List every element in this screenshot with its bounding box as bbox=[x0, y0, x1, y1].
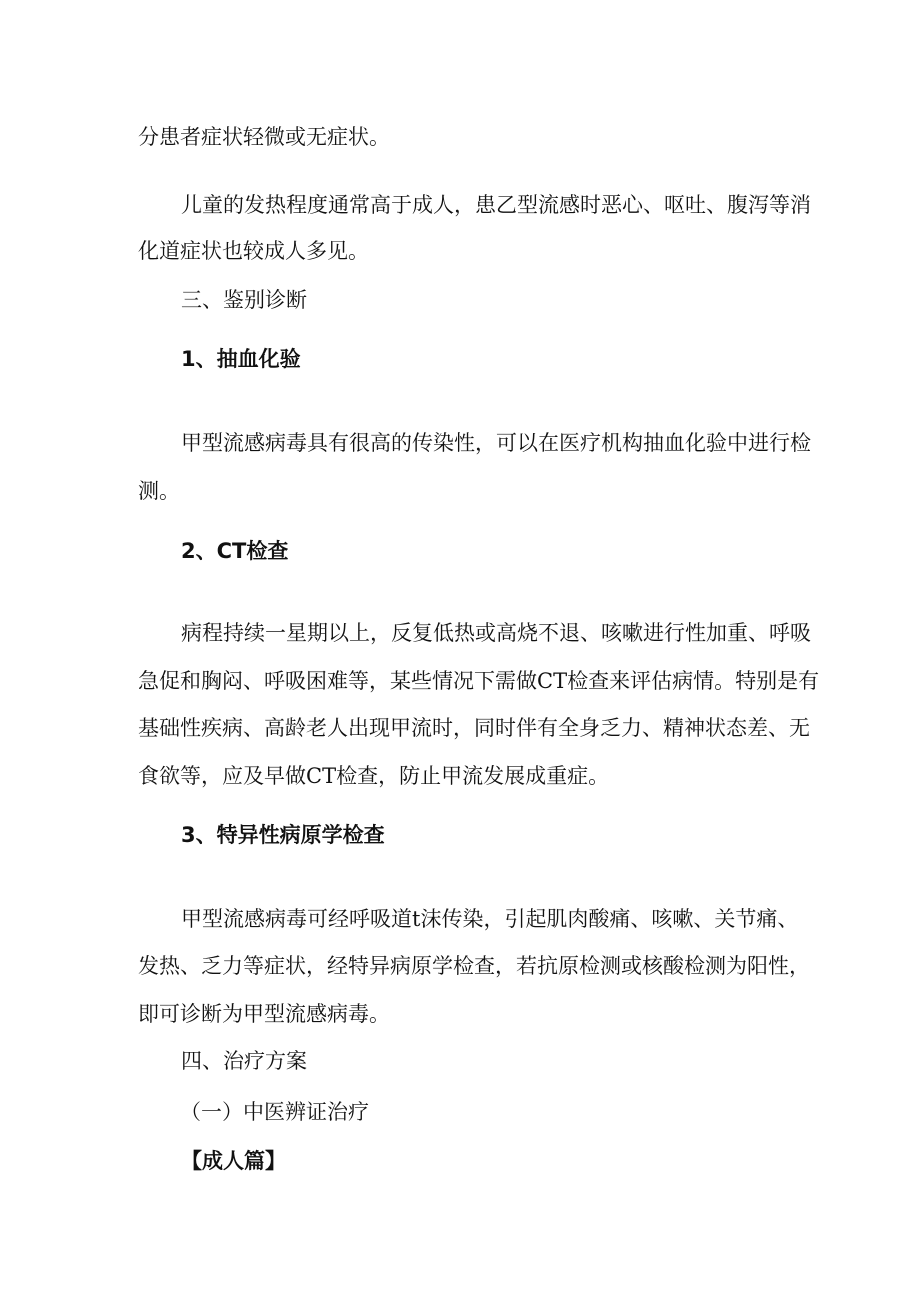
paragraph-line: 发热、乏力等症状，经特异病原学检查，若抗原检测或核酸检测为阳性， bbox=[138, 954, 810, 978]
paragraph-line: 急促和胸闷、呼吸困难等，某些情况下需做CT检查来评估病情。特别是有 bbox=[138, 669, 820, 693]
section-heading-identification: 三、鉴别诊断 bbox=[181, 288, 307, 312]
paragraph-line: 儿童的发热程度通常高于成人，患乙型流感时恶心、呕吐、腹泻等消 bbox=[181, 193, 811, 217]
paragraph-line: 食欲等，应及早做CT检查，防止甲流发展成重症。 bbox=[138, 764, 610, 788]
section-heading-treatment: 四、治疗方案 bbox=[181, 1049, 307, 1073]
subheading-pathogen-test: 3、特异性病原学检查 bbox=[181, 823, 385, 847]
paragraph-line: 化道症状也较成人多见。 bbox=[138, 239, 369, 263]
subheading-ct-exam: 2、CT检查 bbox=[181, 539, 289, 563]
paragraph-line: 即可诊断为甲型流感病毒。 bbox=[138, 1002, 390, 1026]
paragraph-line: 病程持续一星期以上，反复低热或高烧不退、咳嗽进行性加重、呼吸 bbox=[181, 621, 811, 645]
subheading-tcm-treatment: （一）中医辨证治疗 bbox=[180, 1100, 369, 1124]
paragraph-line: 基础性疾病、高龄老人出现甲流时，同时伴有全身乏力、精神状态差、无 bbox=[138, 716, 810, 740]
paragraph-line: 测。 bbox=[138, 479, 180, 503]
subheading-blood-test: 1、抽血化验 bbox=[181, 347, 301, 371]
paragraph-line: 分患者症状轻微或无症状。 bbox=[138, 125, 390, 149]
paragraph-line: 甲型流感病毒可经呼吸道t沫传染，引起肌肉酸痛、咳嗽、关节痛、 bbox=[181, 907, 799, 931]
paragraph-line: 甲型流感病毒具有很高的传染性，可以在医疗机构抽血化验中进行检 bbox=[181, 431, 811, 455]
subheading-adult: 【成人篇】 bbox=[181, 1149, 286, 1173]
